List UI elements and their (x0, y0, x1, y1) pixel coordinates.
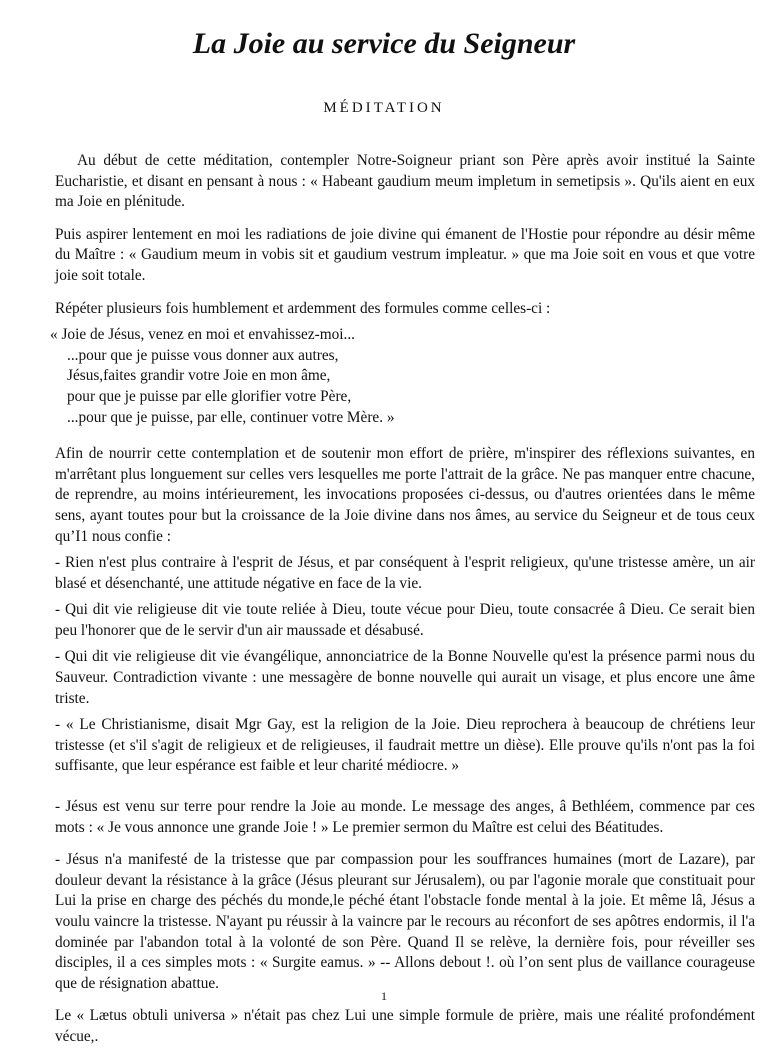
prayer-line: ...pour que je puisse vous donner aux autres, (67, 346, 339, 364)
reflection-item: - Qui dit vie religieuse dit vie toute reliée à Dieu, toute vécue pour Dieu, toute consacrée â Dieu. Ce serait bien peu l'honorer que de le servir d'un air maussade et désabusé. (55, 601, 755, 639)
prayer-block (50, 325, 755, 428)
document-body (50, 151, 755, 1048)
prayer-line: Jésus,faites grandir votre Joie en mon âme, (67, 367, 331, 385)
document-title: La Joie au service du Seigneur (192, 27, 576, 60)
reflection-item: - Rien n'est plus contraire à l'esprit de Jésus, et par conséquent à l'esprit religieux, qu'une tristesse amère, un air blasé et désenchanté, une attitude négative en face de la vie. (55, 554, 755, 592)
paragraph: Répéter plusieurs fois humblement et ardemment des formules comme celles-ci : (55, 299, 551, 317)
paragraph: Le « Lætus obtuli universa » n'était pas chez Lui une simple formule de prière, mais une réalité profondément vécue,. (55, 1007, 755, 1045)
prayer-line: ...pour que je puisse, par elle, continuer votre Mère. » (67, 408, 395, 426)
document-subtitle: MÉDITATION (323, 100, 445, 116)
prayer-line: « Joie de Jésus, venez en moi et envahissez-moi... (50, 326, 356, 344)
paragraph: Afin de nourrir cette contemplation et de soutenir mon effort de prière, m'inspirer des réflexions suivantes, en m'arrêtant plus longuement sur celles vers lesquelles me porte l'attrait de la grâce. Ne pas manquer entre chacune, de reprendre, au moins intérieurement, les invocations proposées ci-dessus, ou d'autres orientées dans le même sens, ayant toutes pour but la croissance de la Joie divine dans nos âmes, au service du Seigneur et de tous ceux qu’I1 nous confie : (55, 445, 755, 545)
reflection-item: - Jésus est venu sur terre pour rendre la Joie au monde. Le message des anges, â Bethléem, commence par ces mots : « Je vous annonce une grande Joie ! » Le premier sermon du Maître est celui des Béatitudes. (55, 798, 755, 836)
page-number: 1 (381, 989, 387, 1003)
paragraph: Au début de cette méditation, contempler Notre-Soigneur priant son Père après avoir institué la Sainte Eucharistie, et disant en pensant à nous : « Habeant gaudium meum impletum in semetipsis ». Qu'ils aient en eux ma Joie en plénitude. (55, 152, 755, 211)
reflection-item: - Qui dit vie religieuse dit vie évangélique, annonciatrice de la Bonne Nouvelle qu'est la présence parmi nous du Sauveur. Contradiction vivante : une messagère de bonne nouvelle qui aurait un visage, et plus encore une âme triste. (55, 648, 755, 707)
paragraph: Puis aspirer lentement en moi les radiations de joie divine qui émanent de l'Hostie pour répondre au désir même du Maître : « Gaudium meum in vobis sit et gaudium vestrum impleatur. » que ma Joie soit en vous et que votre joie soit totale. (55, 225, 755, 284)
prayer-line: pour que je puisse par elle glorifier votre Père, (67, 387, 352, 405)
reflection-item: - Jésus n'a manifesté de la tristesse que par compassion pour les souffrances humaines (mort de Lazare), par douleur devant la résistance à la grâce (Jésus pleurant sur Jérusalem), ou par l'agonie morale que constituait pour Lui la prise en charge des péchés du monde,le péché étant l'obstacle fonde mental à la joie. Et même lâ, Jésus a voulu vaincre la tristesse. N'ayant pu réussir à la vaincre par le recours au réconfort de ses apôtres endormis, il l'a dominée par l'abandon total à la volonté de son Père. Quand Il se relève, la dernière fois, pour réveiller ses disciples, il a ces simples mots : « Surgite eamus. » -- Allons debout !. où l’on sent plus de vaillance courageuse que de résignation abattue. (55, 851, 755, 992)
reflection-item: - « Le Christianisme, disait Mgr Gay, est la religion de la Joie. Dieu reprochera à beaucoup de chrétiens leur tristesse (et s'il s'agit de religieux et de religieuses, il faudrait mettre un dièse). Elle prouve qu'ils n'ont pas la foi suffisante, que leur espérance est faible et leur charité médiocre. » (55, 716, 755, 775)
